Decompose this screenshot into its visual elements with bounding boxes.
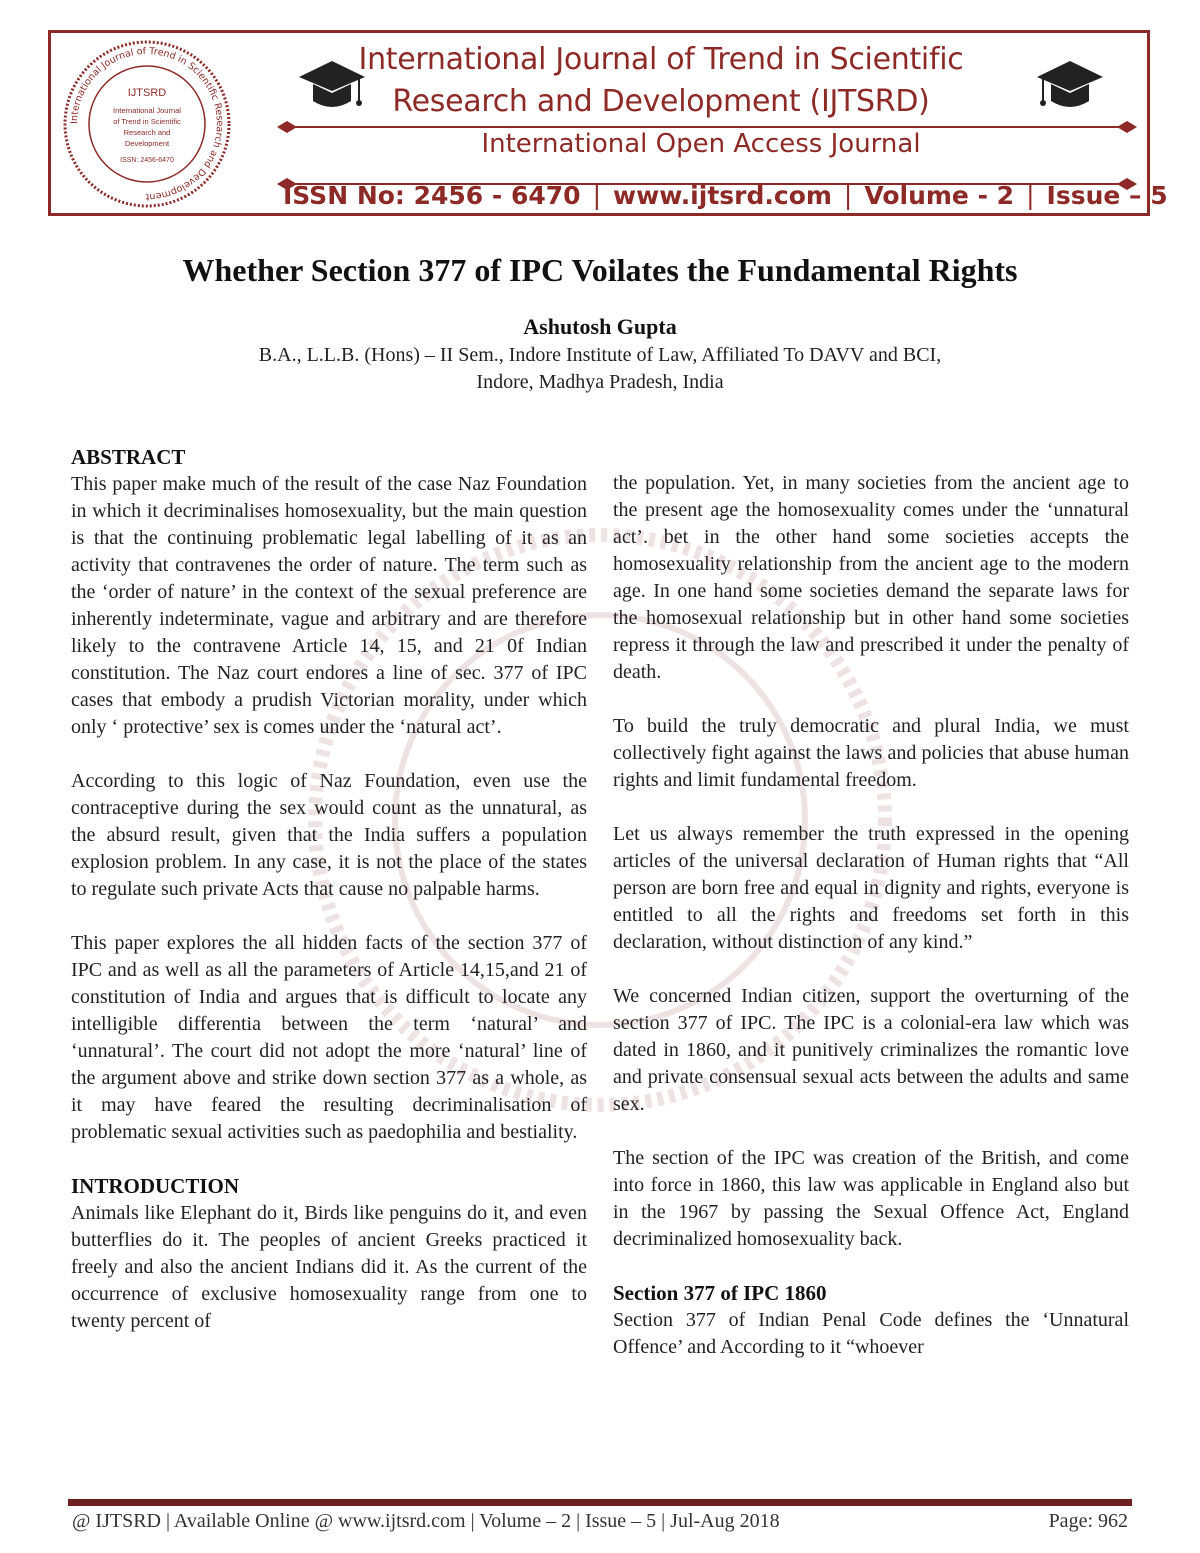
body-paragraph: To build the truly democratic and plural India, we must collectively fight against the laws and policies that abuse human rights and limit fundamental freedom. [613, 715, 1129, 791]
svg-text:IJTSRD: IJTSRD [127, 87, 167, 99]
author-name: Ashutosh Gupta [523, 314, 677, 339]
issn-number: ISSN No: 2456 - 6470 [283, 181, 581, 210]
separator: | [592, 181, 601, 210]
svg-text:Development: Development [124, 139, 170, 148]
right-column [613, 470, 1129, 1388]
abstract-heading: ABSTRACT [71, 445, 186, 469]
svg-text:of Trend in Scientific: of Trend in Scientific [113, 117, 181, 126]
body-paragraph: the population. Yet, in many societies from the ancient age to the present age the homosexuality comes under the ‘unnatural act’. bet in the other hand some societies accepts the homosexuality relationship from the ancient age to the modern age. In one hand some societies demand the separate laws for the homosexual relationship but in other hand some societies repress it through the law and prescribed it under the penalty of death. [613, 472, 1129, 683]
svg-text:Research and: Research and [123, 128, 171, 137]
graduation-cap-icon [1035, 57, 1105, 117]
journal-subtitle: International Open Access Journal [481, 129, 921, 159]
affiliation-line: B.A., L.L.B. (Hons) – II Sem., Indore Institute of Law, Affiliated To DAVV and BCI, [258, 344, 942, 366]
journal-banner [48, 30, 1168, 216]
journal-seal-logo [61, 38, 233, 210]
left-column [71, 444, 587, 1362]
issue-label: Issue – 5 [1046, 181, 1168, 210]
journal-issn-line [283, 181, 1168, 210]
volume-label: Volume - 2 [864, 181, 1015, 210]
svg-text:ISSN: 2456-6470: ISSN: 2456-6470 [120, 157, 174, 164]
journal-title-line1: International Journal of Trend in Scientific [358, 42, 964, 77]
body-paragraph: We concerned Indian citizen, support the overturning of the section 377 of IPC. The IPC is a colonial-era law which was dated in 1860, and it punitively criminalizes the romantic love and private consensual sexual acts between the adults and same sex. [613, 985, 1129, 1115]
svg-text:International Journal of Trend: International Journal of Trend in Scientific Research and Development [68, 45, 226, 203]
svg-text:International Journal: International Journal [113, 106, 181, 115]
paper-title: Whether Section 377 of IPC Voilates the Fundamental Rights [182, 252, 1018, 288]
separator: | [1026, 181, 1035, 210]
body-paragraph: The section of the IPC was creation of the British, and come into force in 1860, this law was applicable in England also but in the 1967 by passing the Sexual Offence Act, England decriminalized homosexuality back. [613, 1147, 1129, 1250]
introduction-paragraph: Animals like Elephant do it, Birds like penguins do it, and even butterflies do it. The peoples of ancient Greeks practiced it freely and also the ancient Indians did it. As the current of the occurrence of exclusive homosexuality range from one to twenty percent of [71, 1202, 587, 1332]
page-footer [72, 1510, 1128, 1533]
page-number: Page: 962 [1048, 1510, 1128, 1532]
affiliation-line: Indore, Madhya Pradesh, India [476, 371, 724, 393]
abstract-paragraph: This paper make much of the result of the case Naz Foundation in which it decriminalises homosexuality, but the main question is that the continuing problematic legal labelling of it as an activity that contravenes the order of nature. The term such as the ‘order of nature’ in the context of the sexual preference are inherently indeterminate, vague and arbitrary and are therefore likely to the contravene Article 14, 15, and 21 0f Indian constitution. The Naz court endores a line of sec. 377 of IPC cases that embody a prudish Victorian morality, under which only ‘ protective’ sex is comes under the ‘natural act’. [71, 473, 587, 738]
footer-citation: @ IJTSRD | Available Online @ www.ijtsrd.com | Volume – 2 | Issue – 5 | Jul-Aug 2018 [72, 1510, 780, 1532]
author-affiliation [0, 342, 1200, 396]
section-heading: Section 377 of IPC 1860 [613, 1281, 827, 1305]
body-paragraph: Let us always remember the truth expressed in the opening articles of the universal declaration of Human rights that “All person are born free and equal in dignity and rights, everyone is entitled to all the rights and freedoms set forth in this declaration, without distinction of any kind.” [613, 823, 1129, 953]
abstract-paragraph: This paper explores the all hidden facts of the section 377 of IPC and as well as all the parameters of Article 14,15,and 21 of constitution of India and argues that is difficult to locate any intelligible differentia between the term ‘natural’ and ‘unnatural’. The court did not adopt the more ‘natural’ line of the argument above and strike down section 377 as a whole, as it may have feared the resulting decriminalisation of problematic sexual activities such as paedophilia and bestiality. [71, 932, 587, 1143]
journal-website-link[interactable]: www.ijtsrd.com [613, 181, 832, 210]
body-paragraph: Section 377 of Indian Penal Code defines the ‘Unnatural Offence’ and According to it “whoever [613, 1309, 1129, 1358]
journal-title-line2: Research and Development (IJTSRD) [392, 84, 930, 119]
abstract-paragraph: According to this logic of Naz Foundation, even use the contraceptive during the sex would count as the unnatural, as the absurd result, given that the India suffers a population explosion problem. In any case, it is not the place of the states to regulate such private Acts that cause no palpable harms. [71, 770, 587, 900]
separator: | [843, 181, 853, 210]
introduction-heading: INTRODUCTION [71, 1174, 240, 1198]
footer-rule [68, 1499, 1132, 1506]
